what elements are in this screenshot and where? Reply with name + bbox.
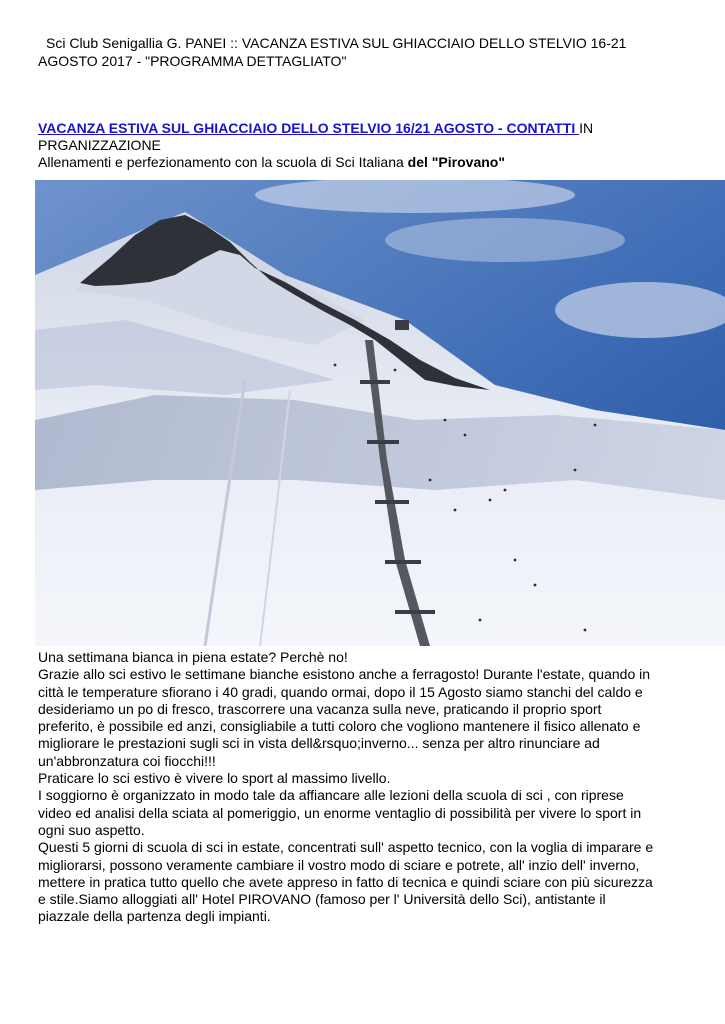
body-line: un'abbronzatura coi fiocchi!!! — [38, 752, 216, 769]
heading-line-2: PRGANIZZAZIONE — [38, 137, 161, 153]
body-line: ogni suo aspetto. — [38, 821, 145, 838]
body-text — [38, 649, 698, 926]
document-header — [38, 34, 698, 70]
body-line: Una settimana bianca in piena estate? Perchè no! — [38, 649, 348, 665]
body-line: migliorare le prestazioni sugli sci in vista dell&rsquo;inverno... senza per altro rinunciare ad — [38, 735, 600, 752]
subtitle — [38, 154, 698, 171]
body-line: mettere in pratica tutto quello che avete appreso in fatto di tecnica e quindi sciare con più sicurezza — [38, 873, 653, 890]
heading-line-1 — [38, 120, 698, 137]
body-line: I soggiorno è organizzato in modo tale da affiancare alle lezioni della scuola di sci , con riprese — [38, 787, 624, 804]
body-line: video ed analisi della sciata al pomeriggio, un enorme ventaglio di possibilità per vivere lo sport in — [38, 804, 642, 821]
header-title-line-1: Sci Club Senigallia G. PANEI :: VACANZA ESTIVA SUL GHIACCIAIO DELLO STELVIO 16-21 — [46, 35, 627, 51]
body-line: Praticare lo sci estivo è vivere lo sport al massimo livello. — [38, 770, 391, 787]
body-line: piazzale della partenza degli impianti. — [38, 908, 271, 925]
glacier-photo — [35, 180, 725, 646]
section-heading — [38, 120, 698, 171]
subtitle-bold: del "Pirovano" — [407, 154, 505, 170]
body-line: desideriamo un po di fresco, trascorrere una vacanza sulla neve, praticando il proprio sport — [38, 700, 602, 717]
body-line: e stile.Siamo alloggiati all' Hotel PIROVANO (famoso per l' Università dello Sci), antistante il — [38, 891, 606, 908]
body-line: Questi 5 giorni di scuola di sci in estate, concentrati sull' aspetto tecnico, con la voglia di imparare e — [38, 839, 654, 856]
heading-after-link: IN — [579, 120, 594, 136]
body-line: città le temperature sfiorano i 40 gradi, quando ormai, dopo il 15 Agosto siamo stanchi del caldo e — [38, 683, 643, 700]
subtitle-plain: Allenamenti e perfezionamento con la scuola di Sci Italiana — [38, 154, 408, 170]
body-line: Grazie allo sci estivo le settimane bianche esistono anche a ferragosto! Durante l'estate, quando in — [38, 666, 651, 683]
header-title-line-2: AGOSTO 2017 - "PROGRAMMA DETTAGLIATO" — [38, 53, 347, 69]
body-line: preferito, è possibile ed anzi, consigliabile a tutti coloro che vogliono mantenere il fisico allenato e — [38, 718, 641, 735]
cloud — [385, 218, 625, 262]
body-line: migliorarsi, possono veramente cambiare il vostro modo di sciare e potrete, all' inzio dell' inverno, — [38, 856, 640, 873]
contatti-link[interactable]: VACANZA ESTIVA SUL GHIACCIAIO DELLO STELVIO 16/21 AGOSTO - CONTATTI — [38, 120, 580, 136]
